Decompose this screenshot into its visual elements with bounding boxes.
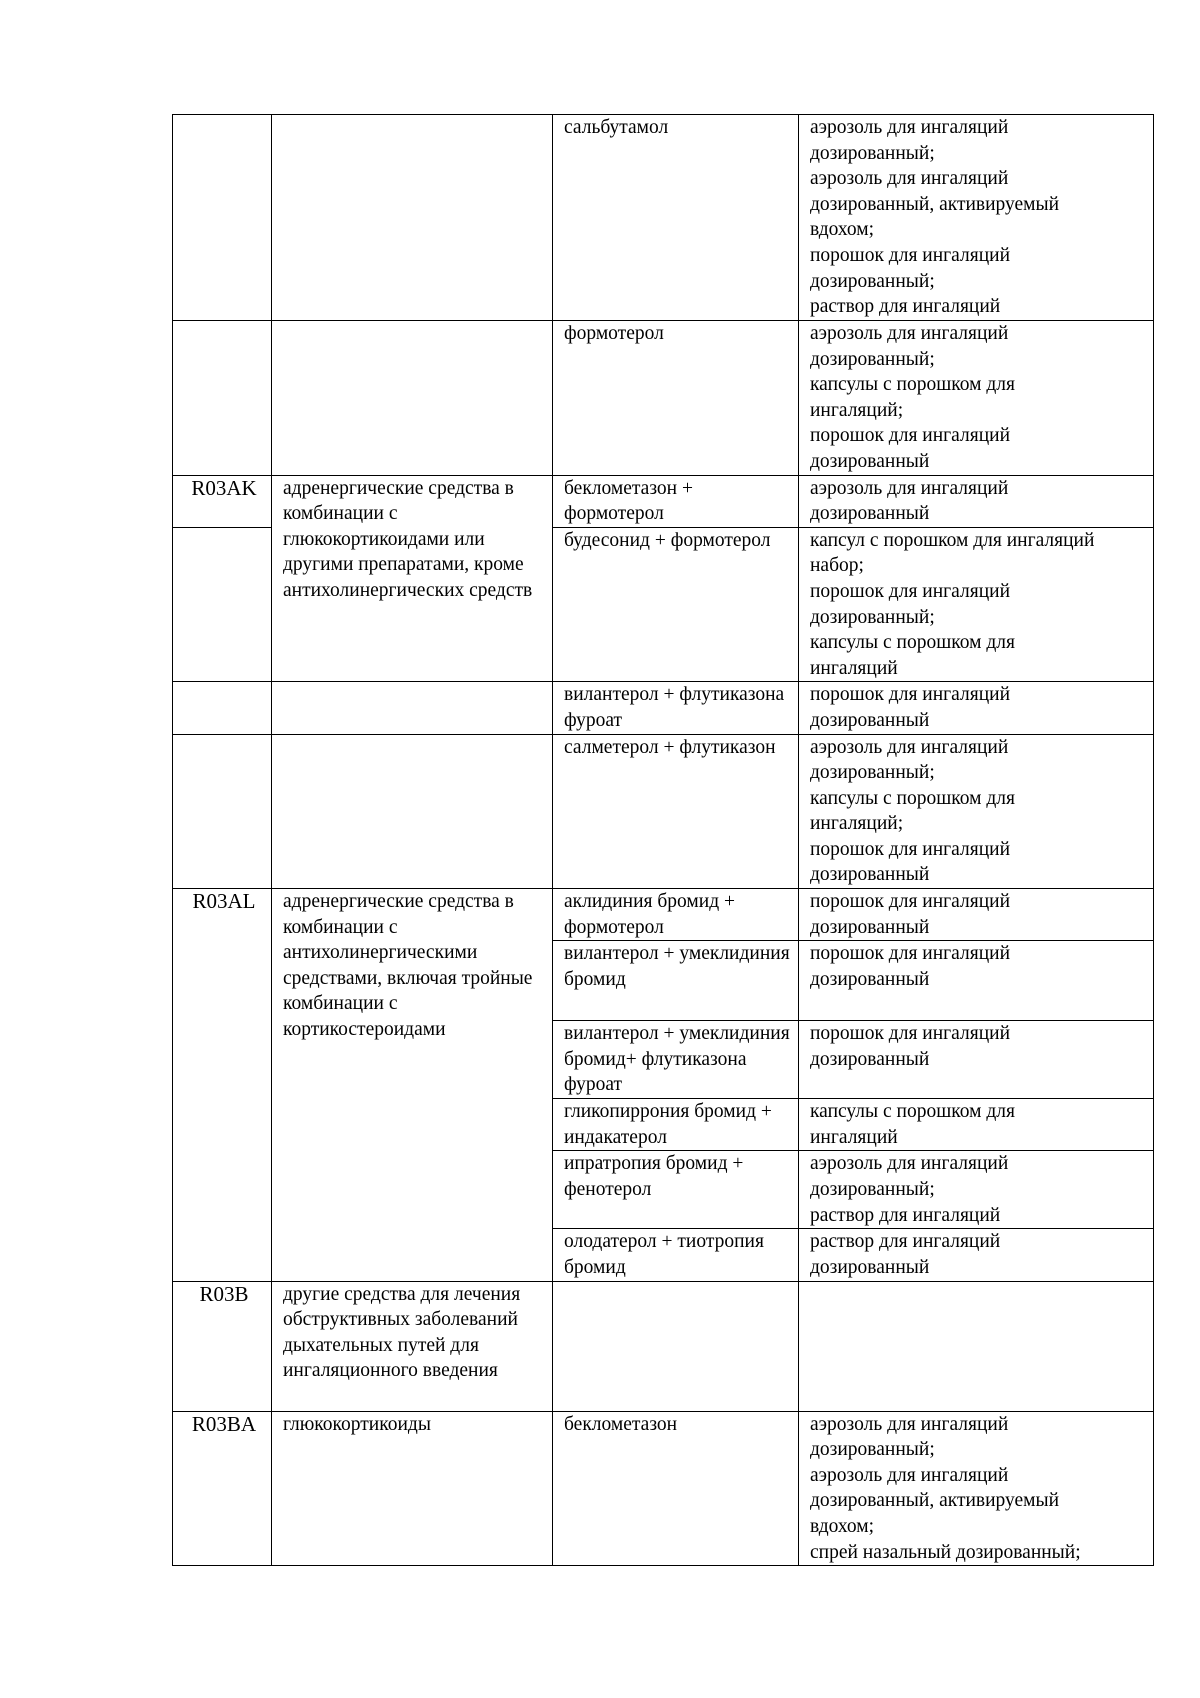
forms-cell — [799, 321, 1154, 476]
drug-cell: беклометазон — [553, 1411, 799, 1566]
group-cell: адренергические средства в комбинации с глюкокортикоидами или другими препаратами, кроме антихолинергических средств — [272, 475, 553, 682]
group-cell: адренергические средства в комбинации с антихолинергическими средствами, включая тройные комбинации с кортикостероидами — [272, 889, 553, 1282]
drug-cell: аклидиния бромид + формотерол — [553, 889, 799, 941]
form-line: вдохом; — [810, 219, 875, 241]
drug-cell: сальбутамол — [553, 115, 799, 321]
form-line: дозированный; — [810, 1439, 935, 1461]
group-cell — [272, 115, 553, 321]
form-line: дозированный — [810, 864, 930, 886]
form-line: дозированный, активируемый — [810, 193, 1060, 215]
table-row — [173, 682, 1154, 734]
atc-code-cell: R03AK — [173, 475, 272, 527]
form-line: ингаляций; — [810, 399, 904, 421]
form-line: дозированный — [810, 503, 930, 525]
forms-cell — [799, 1151, 1154, 1229]
atc-code-cell: R03BA — [173, 1411, 272, 1566]
atc-code-cell — [173, 527, 272, 682]
table-row — [173, 115, 1154, 321]
form-line: аэрозоль для ингаляций — [810, 477, 1009, 499]
forms-cell — [799, 1021, 1154, 1099]
drug-cell: олодатерол + тиотропия бромид — [553, 1229, 799, 1281]
form-line: спрей назальный дозированный; — [810, 1541, 1081, 1563]
form-line: аэрозоль для ингаляций — [810, 1413, 1009, 1435]
form-line: капсулы с порошком для — [810, 374, 1015, 396]
form-line: порошок для ингаляций — [810, 425, 1010, 447]
form-line: капсул с порошком для ингаляций — [810, 529, 1095, 551]
form-line: дозированный; — [810, 142, 935, 164]
forms-cell — [799, 941, 1154, 1021]
form-line: дозированный — [810, 916, 930, 938]
forms-cell — [799, 475, 1154, 527]
forms-cell — [799, 1229, 1154, 1281]
drug-cell: формотерол — [553, 321, 799, 476]
form-line: дозированный — [810, 450, 930, 472]
form-line: раствор для ингаляций — [810, 296, 1001, 318]
form-line: аэрозоль для ингаляций — [810, 1153, 1009, 1175]
form-line: вдохом; — [810, 1516, 875, 1537]
form-line: дозированный; — [810, 348, 935, 370]
form-line: аэрозоль для ингаляций — [810, 736, 1009, 758]
form-line: порошок для ингаляций — [810, 1023, 1010, 1045]
form-line: раствор для ингаляций — [810, 1231, 1001, 1253]
forms-cell — [799, 1411, 1154, 1566]
form-line: порошок для ингаляций — [810, 838, 1010, 860]
group-cell: глюкокортикоиды — [272, 1411, 553, 1566]
group-cell: другие средства для лечения обструктивных заболеваний дыхательных путей для ингаляционного введения — [272, 1281, 553, 1411]
table-row — [173, 889, 1154, 941]
form-line: аэрозоль для ингаляций — [810, 168, 1009, 190]
table-row — [173, 1411, 1154, 1566]
form-line: капсулы с порошком для — [810, 632, 1015, 654]
form-line: аэрозоль для ингаляций — [810, 1464, 1009, 1486]
atc-code-cell: R03AL — [173, 889, 272, 1282]
table-row — [173, 1281, 1154, 1411]
group-cell — [272, 682, 553, 734]
form-line: ингаляций — [810, 1126, 898, 1148]
form-line: дозированный — [810, 709, 930, 731]
drug-cell — [553, 1281, 799, 1411]
form-line: порошок для ингаляций — [810, 684, 1010, 706]
drug-cell: гликопиррония бромид + индакатерол — [553, 1099, 799, 1151]
forms-cell — [799, 527, 1154, 682]
form-line: аэрозоль для ингаляций — [810, 323, 1009, 344]
drug-cell: вилантерол + умеклидиния бромид+ флутиказона фуроат — [553, 1021, 799, 1099]
form-line: ингаляций — [810, 657, 898, 679]
form-line: аэрозоль для ингаляций — [810, 117, 1009, 138]
atc-code-cell — [173, 682, 272, 734]
forms-cell — [799, 682, 1154, 734]
drug-cell: вилантерол + флутиказона фуроат — [553, 682, 799, 734]
form-line: дозированный; — [810, 762, 935, 784]
atc-code-cell — [173, 734, 272, 889]
form-line: капсулы с порошком для — [810, 787, 1015, 809]
form-line: порошок для ингаляций — [810, 943, 1010, 965]
drug-cell: ипратропия бромид + фенотерол — [553, 1151, 799, 1229]
form-line: капсулы с порошком для — [810, 1101, 1015, 1123]
atc-code-cell — [173, 321, 272, 476]
form-line: ингаляций; — [810, 813, 904, 835]
form-line: набор; — [810, 555, 864, 577]
table-row — [173, 475, 1154, 527]
form-line: дозированный; — [810, 270, 935, 292]
forms-cell — [799, 1099, 1154, 1151]
drug-cell: вилантерол + умеклидиния бромид — [553, 941, 799, 1021]
atc-code-cell — [173, 115, 272, 321]
group-cell — [272, 734, 553, 889]
form-line: порошок для ингаляций — [810, 891, 1010, 913]
drug-table — [172, 114, 1154, 1566]
form-line: раствор для ингаляций — [810, 1204, 1001, 1226]
form-line: порошок для ингаляций — [810, 580, 1010, 602]
drug-cell: салметерол + флутиказон — [553, 734, 799, 889]
forms-cell — [799, 734, 1154, 889]
group-cell — [272, 321, 553, 476]
drug-cell: беклометазон + формотерол — [553, 475, 799, 527]
form-line: дозированный, активируемый — [810, 1490, 1060, 1512]
form-line: порошок для ингаляций — [810, 244, 1010, 266]
forms-cell — [799, 1281, 1154, 1411]
form-line: дозированный; — [810, 606, 935, 628]
form-line: дозированный; — [810, 1179, 935, 1201]
form-line: дозированный — [810, 1048, 930, 1070]
form-line: дозированный — [810, 1257, 930, 1279]
drug-cell: будесонид + формотерол — [553, 527, 799, 682]
atc-code-cell: R03B — [173, 1281, 272, 1411]
forms-cell — [799, 115, 1154, 321]
forms-cell — [799, 889, 1154, 941]
table-row — [173, 321, 1154, 476]
table-row — [173, 734, 1154, 889]
form-line: дозированный — [810, 968, 930, 990]
